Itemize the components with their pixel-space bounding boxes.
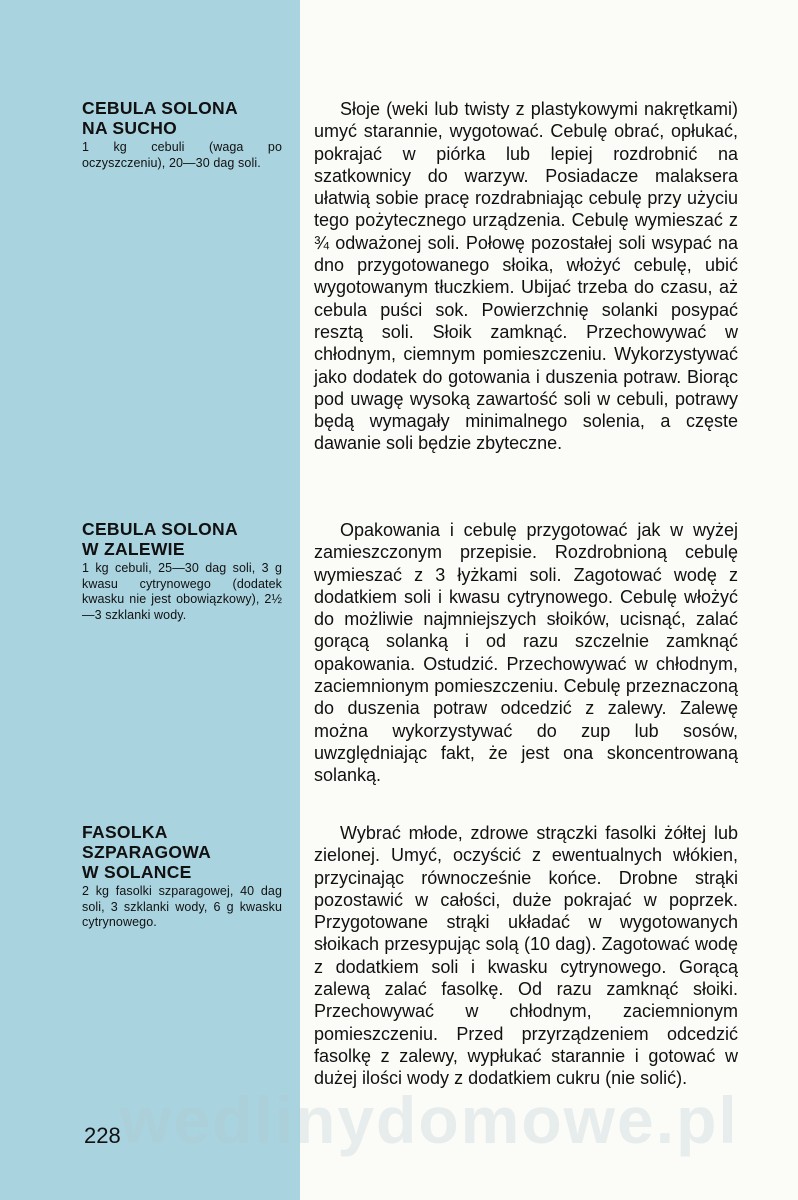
recipe-ingredients: 2 kg fasolki szparagowej, 40 dag soli, 3 szklanki wody, 6 g kwasku cytrynowego. (82, 884, 282, 929)
recipe-title (82, 822, 282, 882)
recipe-title (82, 519, 282, 559)
recipe-title-line: W SOLANCE (82, 862, 192, 882)
recipe-title-line: CEBULA SOLONA (82, 98, 238, 118)
watermark: wedlinydomowe.pl (120, 1083, 739, 1157)
recipe-title-line: SZPARAGOWA (82, 842, 212, 862)
recipe-title-line: FASOLKA (82, 822, 168, 842)
recipe-instructions-cebula-w-zalewie: Opakowania i cebulę przygotować jak w wyżej zamieszczonym przepisie. Rozdrobnioną cebulę wymieszać z 3 łyżkami soli. Zagotować wodę z dodatkiem soli i kwasu cytrynowego. Cebulę włożyć do możliwie najmniejszych słoików, ucisnąć, zalać gorącą solanką i od razu szczelnie zamknąć opakowania. Ostudzić. Przechowywać w chłodnym, zaciemnionym pomieszczeniu. Cebulę przeznaczoną do duszenia potraw odcedzić z zalewy. Zalewę można wykorzystywać do zup lub sosów, uwzględniając fakt, że jest ona skoncentrowaną solanką. (314, 520, 738, 786)
recipe-instructions-fasolka-szparagowa: Wybrać młode, zdrowe strączki fasolki żółtej lub zielonej. Umyć, oczyścić z ewentualnych włókien, przycinając równocześnie końce. Drobne strąki pozostawić w całości, duże pokrajać w poprzek. Przygotowane strąki układać w wygotowanych słoikach przesypując solą (10 dag). Zagotować wodę z dodatkiem soli i kwasku cytrynowego. Gorącą zalewą zalać fasolkę. Od razu zamknąć słoiki. Przechowywać w chłodnym, zaciemnionym pomieszczeniu. Przed przyrządzeniem odcedzić fasolkę z zalewy, wypłukać starannie i gotować w dużej ilości wody z dodatkiem cukru (nie solić). (314, 823, 738, 1089)
recipe-ingredients: 1 kg cebuli (waga po oczyszczeniu), 20—30 dag soli. (82, 140, 282, 170)
recipe-instructions-cebula-na-sucho: Słoje (weki lub twisty z plastykowymi nakrętkami) umyć starannie, wygotować. Cebulę obrać, opłukać, pokrajać w piórka lub lepiej rozdrobnić na szatkownicy do warzyw. Posiadacze malaksera ułatwią sobie pracę rozdrabniając cebulę przy użyciu tego pożytecznego urządzenia. Cebulę wymieszać z ¾ odważonej soli. Połowę pozostałej soli wsypać na dno przygotowanego słoika, włożyć cebulę, ubić wygotowanym tłuczkiem. Ubijać trzeba do czasu, aż cebula puści sok. Powierzchnię solanki posypać resztą soli. Słoik zamknąć. Przechowywać w chłodnym, ciemnym pomieszczeniu. Wykorzystywać jako dodatek do gotowania i duszenia potraw. Biorąc pod uwagę wysoką zawartość soli w cebuli, potrawy będą wymagały minimalnego solenia, a częste dawanie soli będzie zbyteczne. (314, 99, 738, 454)
page-number: 228 (84, 1123, 121, 1148)
recipe-header-cebula-na-sucho (82, 98, 282, 171)
recipe-title (82, 98, 282, 138)
recipe-ingredients: 1 kg cebuli, 25—30 dag soli, 3 g kwasu cytrynowego (dodatek kwasku nie jest obowiązkowy), 2½—3 szklanki wody. (82, 561, 282, 622)
recipe-title-line: W ZALEWIE (82, 539, 185, 559)
recipe-header-fasolka-szparagowa (82, 822, 282, 931)
recipe-title-line: NA SUCHO (82, 118, 178, 138)
recipe-header-cebula-w-zalewie (82, 519, 282, 623)
recipe-title-line: CEBULA SOLONA (82, 519, 238, 539)
